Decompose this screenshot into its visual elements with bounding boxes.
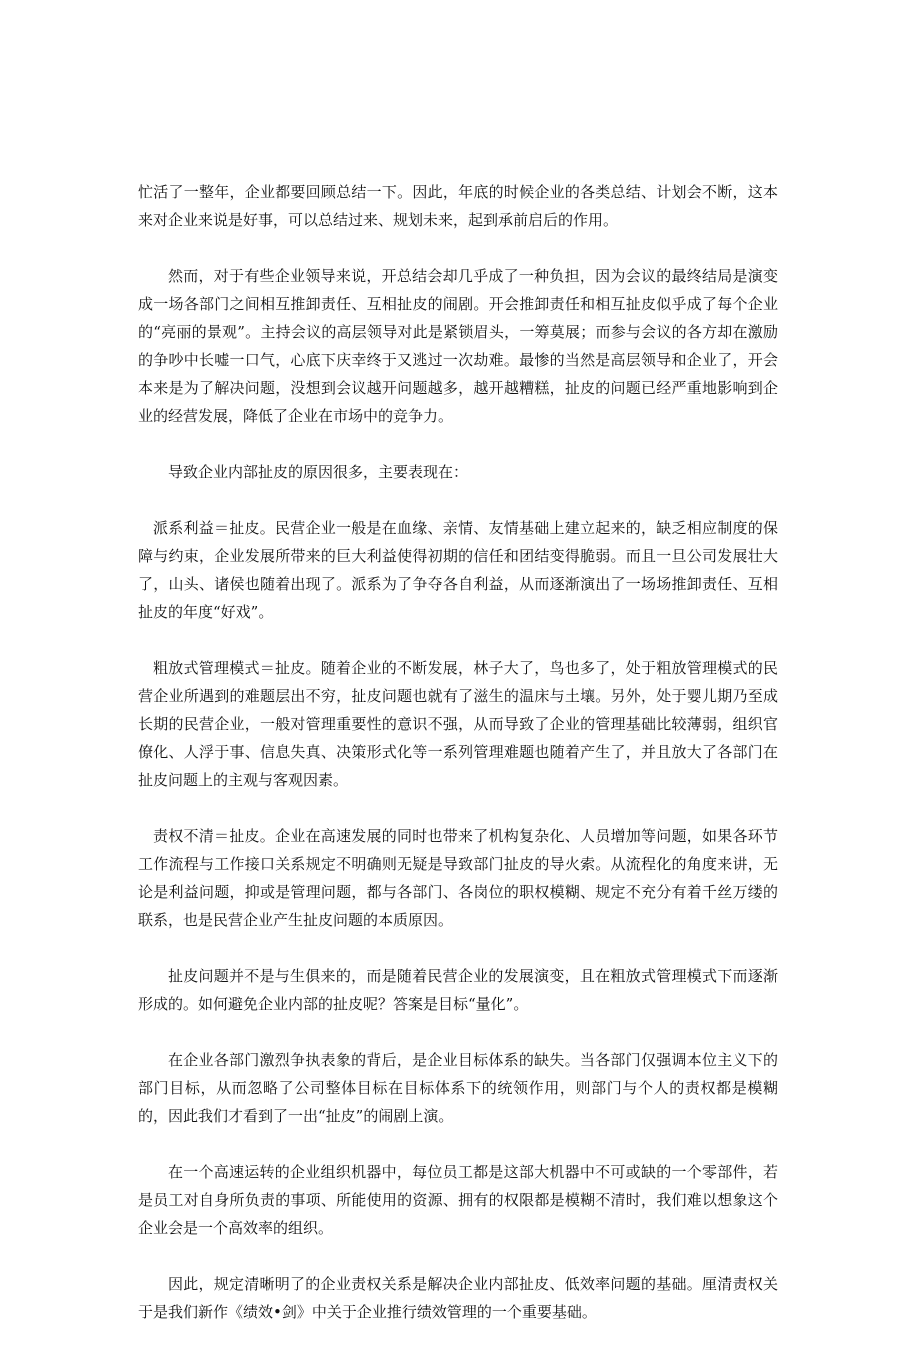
paragraph-faction-interest: 派系利益＝扯皮。民营企业一般是在血缘、亲情、友情基础上建立起来的，缺乏相应制度的保障与约束，企业发展所带来的巨大利益使得初期的信任和团结变得脆弱。而且一旦公司发展壮大了，山头、诸侯也随着出现了。派系为了争夺各自利益，从而逐渐演出了一场场推卸责任、互相扯皮的年度“好戏”。 (138, 519, 778, 621)
paragraph-intro: 忙活了一整年，企业都要回顾总结一下。因此，年底的时候企业的各类总结、计划会不断，这本来对企业来说是好事，可以总结过来、规划未来，起到承前启后的作用。 (138, 183, 778, 229)
article-body (138, 178, 778, 1354)
paragraph-goal-system: 在企业各部门激烈争执表象的背后，是企业目标体系的缺失。当各部门仅强调本位主义下的部门目标，从而忽略了公司整体目标在目标体系下的统领作用，则部门与个人的责权都是模糊的，因此我们才看到了一出“扯皮”的闹剧上演。 (138, 1051, 778, 1125)
paragraph-conclusion: 因此，规定清晰明了的企业责权关系是解决企业内部扯皮、低效率问题的基础。厘清责权关于是我们新作《绩效•剑》中关于企业推行绩效管理的一个重要基础。 (138, 1275, 778, 1321)
paragraph-quantify-goals: 扯皮问题并不是与生俱来的，而是随着民营企业的发展演变，且在粗放式管理模式下而逐渐形成的。如何避免企业内部的扯皮呢？答案是目标“量化”。 (138, 967, 778, 1013)
paragraph-organization-machine: 在一个高速运转的企业组织机器中，每位员工都是这部大机器中不可或缺的一个零部件，若是员工对自身所负责的事项、所能使用的资源、拥有的权限都是模糊不清时，我们难以想象这个企业会是一个高效率的组织。 (138, 1163, 778, 1237)
paragraph-causes-lead: 导致企业内部扯皮的原因很多，主要表现在： (168, 463, 469, 481)
paragraph-extensive-management: 粗放式管理模式＝扯皮。随着企业的不断发展，林子大了，鸟也多了，处于粗放管理模式的民营企业所遇到的难题层出不穷，扯皮问题也就有了滋生的温床与土壤。另外，处于婴儿期乃至成长期的民营企业，一般对管理重要性的意识不强，从而导致了企业的管理基础比较薄弱，组织官僚化、人浮于事、信息失真、决策形式化等一系列管理难题也随着产生了，并且放大了各部门在扯皮问题上的主观与客观因素。 (138, 659, 778, 789)
paragraph-meeting-problem: 然而，对于有些企业领导来说，开总结会却几乎成了一种负担，因为会议的最终结局是演变成一场各部门之间相互推卸责任、互相扯皮的闹剧。开会推卸责任和相互扯皮似乎成了每个企业的“亮丽的景观”。主持会议的高层领导对此是紧锁眉头，一筹莫展；而参与会议的各方却在激励的争吵中长嘘一口气，心底下庆幸终于又逃过一次劫难。最惨的当然是高层领导和企业了，开会本来是为了解决问题，没想到会议越开问题越多，越开越糟糕，扯皮的问题已经严重地影响到企业的经营发展，降低了企业在市场中的竞争力。 (138, 267, 778, 425)
paragraph-unclear-responsibility: 责权不清＝扯皮。企业在高速发展的同时也带来了机构复杂化、人员增加等问题，如果各环节工作流程与工作接口关系规定不明确则无疑是导致部门扯皮的导火索。从流程化的角度来讲，无论是利益问题，抑或是管理问题，都与各部门、各岗位的职权模糊、规定不充分有着千丝万缕的联系，也是民营企业产生扯皮问题的本质原因。 (138, 827, 778, 929)
